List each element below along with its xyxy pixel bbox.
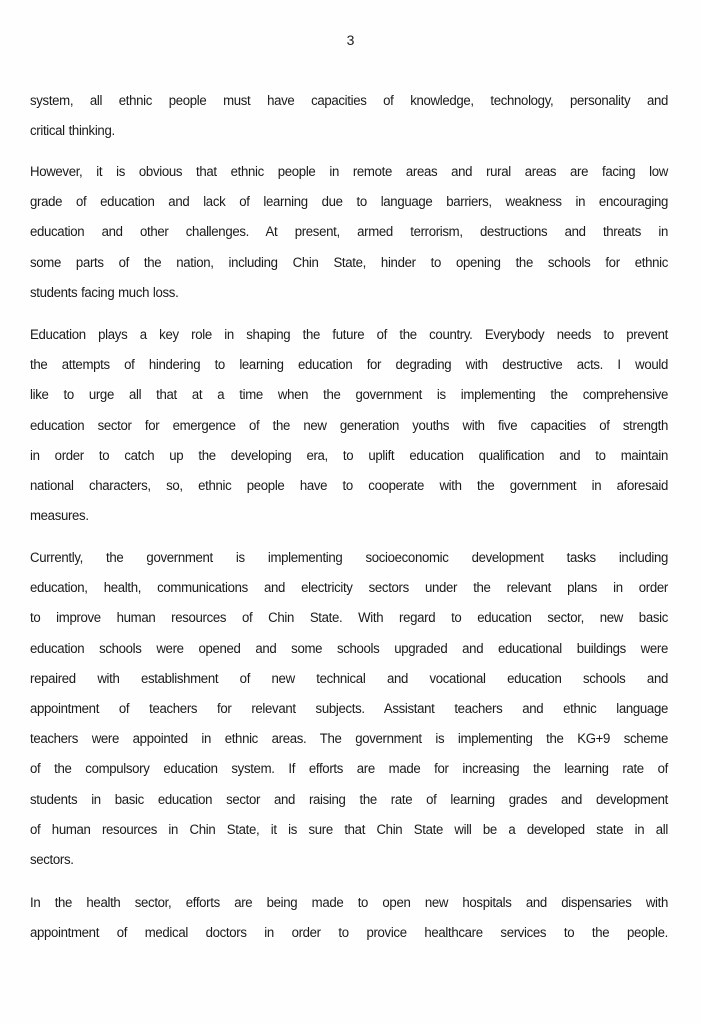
text-line: to improve human resources of Chin State. With regard to education sector, new basic <box>30 610 668 627</box>
text-line: education schools were opened and some schools upgraded and educational buildings were <box>30 640 668 657</box>
paragraph-2 <box>30 157 668 308</box>
text-line: students facing much loss. <box>30 284 179 301</box>
paragraph-5 <box>30 888 668 948</box>
text-line: Currently, the government is implementing socioeconomic development tasks including <box>30 550 668 566</box>
text-line: education, health, communications and electricity sectors under the relevant plans in order <box>30 580 668 597</box>
text-line: sectors. <box>30 852 74 869</box>
page-number: 3 <box>346 32 355 48</box>
text-line: national characters, so, ethnic people have to cooperate with the government in aforesaid <box>30 478 668 495</box>
text-line: In the health sector, efforts are being made to open new hospitals and dispensaries with <box>30 895 668 911</box>
paragraph-1 <box>30 86 668 146</box>
text-line: measures. <box>30 508 89 525</box>
text-line: teachers were appointed in ethnic areas. The government is implementing the KG+9 scheme <box>30 731 668 748</box>
text-line: However, it is obvious that ethnic people in remote areas and rural areas are facing low <box>30 164 668 180</box>
paragraph-3 <box>30 320 668 531</box>
text-line: students in basic education sector and raising the rate of learning grades and development <box>30 791 668 808</box>
text-line: education sector for emergence of the new generation youths with five capacities of strength <box>30 417 668 434</box>
text-line: appointment of teachers for relevant subjects. Assistant teachers and ethnic language <box>30 701 668 718</box>
text-line: grade of education and lack of learning due to language barriers, weakness in encouraging <box>30 194 668 211</box>
text-line: in order to catch up the developing era, to uplift education qualification and to maintain <box>30 447 668 464</box>
text-line: education and other challenges. At present, armed terrorism, destructions and threats in <box>30 224 668 241</box>
text-line: of human resources in Chin State, it is sure that Chin State will be a developed state in all <box>30 821 668 838</box>
text-line: repaired with establishment of new technical and vocational education schools and <box>30 670 668 687</box>
text-line: of the compulsory education system. If efforts are made for increasing the learning rate of <box>30 761 668 778</box>
text-line: some parts of the nation, including Chin State, hinder to opening the schools for ethnic <box>30 254 668 271</box>
text-line: the attempts of hindering to learning education for degrading with destructive acts. I would <box>30 357 668 374</box>
text-line: system, all ethnic people must have capacities of knowledge, technology, personality and <box>30 93 668 109</box>
text-line: Education plays a key role in shaping the future of the country. Everybody needs to prevent <box>30 327 668 343</box>
text-line: like to urge all that at a time when the government is implementing the comprehensive <box>30 387 668 404</box>
text-line: appointment of medical doctors in order to provice healthcare services to the people. <box>30 925 668 942</box>
text-line: critical thinking. <box>30 123 115 140</box>
paragraph-4 <box>30 543 668 875</box>
